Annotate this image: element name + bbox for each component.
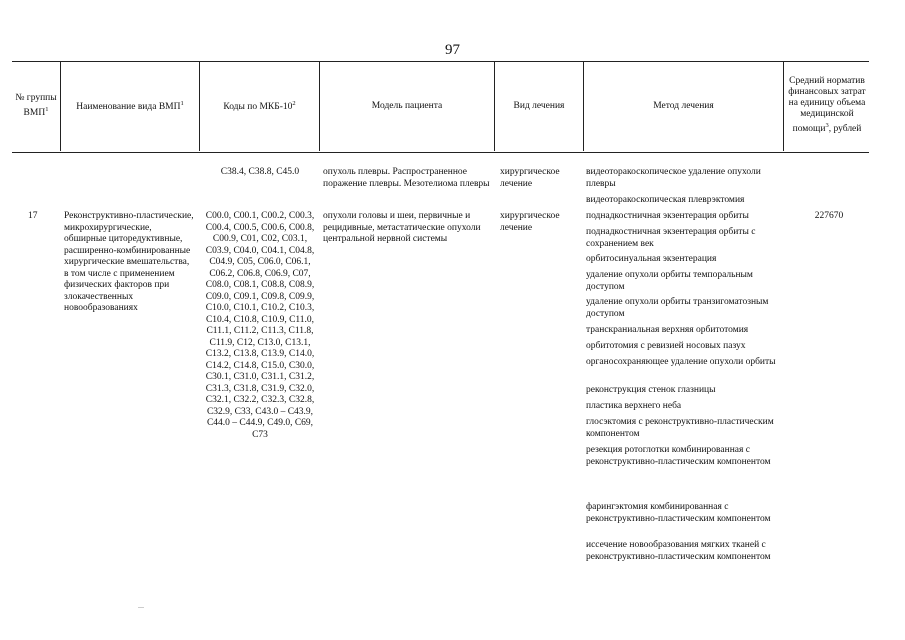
header-divider <box>319 61 320 151</box>
header-divider <box>583 61 584 151</box>
patient-model-cell: опухоль плевры. Распространенное поражение плевры. Мезотелиома плевры <box>323 167 490 189</box>
method-item: иссечение новообразования мягких тканей с реконструктивно-пластическим компонентом <box>586 540 771 562</box>
header-model: Модель пациента <box>371 100 443 111</box>
method-item: поднадкостничная экзентерация орбиты <box>586 211 749 221</box>
method-item: видеоторакоскопическая плеврэктомия <box>586 195 745 205</box>
codes-cell: C00.0, C00.1, C00.2, C00.3, C00.4, C00.5, C00.6, C00.8, C00.9, C01, C02, C03.1, C03.9, C04.0, C04.1, C04.8, C04.9, C05, C06.0, C06.1, C06.2, C06.8, C06.9, C07, C08.0, C08.1, C08.8, C08.9, C09.0, C09.1, C09.8, C09.9, C10.0, C10.1, C10.2, C10.3, C10.4, C10.8, C10.9, C11.0, C11.1, C11.2, C11.3, C11.8, C11.9, C12, C13.0, C13.1, C13.2, C13.8, C13.9, C14.0, C14.2, C14.8, C15.0, C30.0, C30.1, C31.0, C31.1, C31.2, C31.3, C31.8, C31.9, C32.0, C32.1, C32.2, C32.3, C32.8, C32.9, C33, C43.0 – C43.9, C44.0 – C44.9, C49.0, C69, C73 <box>205 211 315 440</box>
header-divider <box>783 61 784 151</box>
header-cost: Средний норматив финансовых затрат на единицу объема медицинской помощи$^3$, рублей <box>788 76 866 135</box>
codes-cell: C38.4, C38.8, C45.0 <box>220 167 300 177</box>
treatment-type-cell: хирургическое лечение <box>500 211 560 233</box>
header-codes: Коды по МКБ-$10^2$ <box>223 100 296 113</box>
scan-mark <box>138 607 144 608</box>
header-treatment: Вид лечения <box>513 100 565 111</box>
method-item: транскраниальная верхняя орбитотомия <box>586 325 749 335</box>
method-item: реконструкция стенок глазницы <box>586 385 716 395</box>
header-name: Наименование вида ВМП$^1$ <box>76 100 184 113</box>
header-divider <box>494 61 495 151</box>
header-group: № группы ВМП$^1$ <box>15 92 57 119</box>
patient-model-cell: опухоли головы и шеи, первичные и рецидивные, метастатические опухоли центральной нервной системы <box>323 211 481 244</box>
method-item: резекция ротоглотки комбинированная с реконструктивно-пластическим компонентом <box>586 445 771 467</box>
header-divider <box>199 61 200 151</box>
treatment-type-cell: хирургическое лечение <box>500 167 560 189</box>
method-item: удаление опухоли орбиты транзигоматозным доступом <box>586 297 769 319</box>
method-item: глосэктомия с реконструктивно-пластическим компонентом <box>586 417 774 439</box>
page-number: 97 <box>445 42 460 58</box>
method-item: видеоторакоскопическое удаление опухоли плевры <box>586 167 761 189</box>
vmp-name-cell: Реконструктивно-пластические, микрохирургические, обширные циторедуктивные, расширенно-комбинированные хирургические вмешательства, в том числе с применением физических факторов при злокачественных новообразованиях <box>64 211 194 313</box>
method-item: фарингэктомия комбинированная с реконструктивно-пластическим компонентом <box>586 502 771 524</box>
method-item: орбитосинуальная экзентерация <box>586 254 717 264</box>
method-item: пластика верхнего неба <box>586 401 682 411</box>
group-number: 17 <box>28 211 38 221</box>
method-item: поднадкостничная экзентерация орбиты с сохранением век <box>586 227 756 249</box>
method-item: орбитотомия с ревизией носовых пазух <box>586 341 746 351</box>
header-divider <box>60 61 61 151</box>
header-method: Метод лечения <box>653 100 714 111</box>
method-item: органосохраняющее удаление опухоли орбиты <box>586 357 776 367</box>
method-item: удаление опухоли орбиты темпоральным доступом <box>586 270 753 292</box>
cost-value: 227670 <box>814 211 844 221</box>
